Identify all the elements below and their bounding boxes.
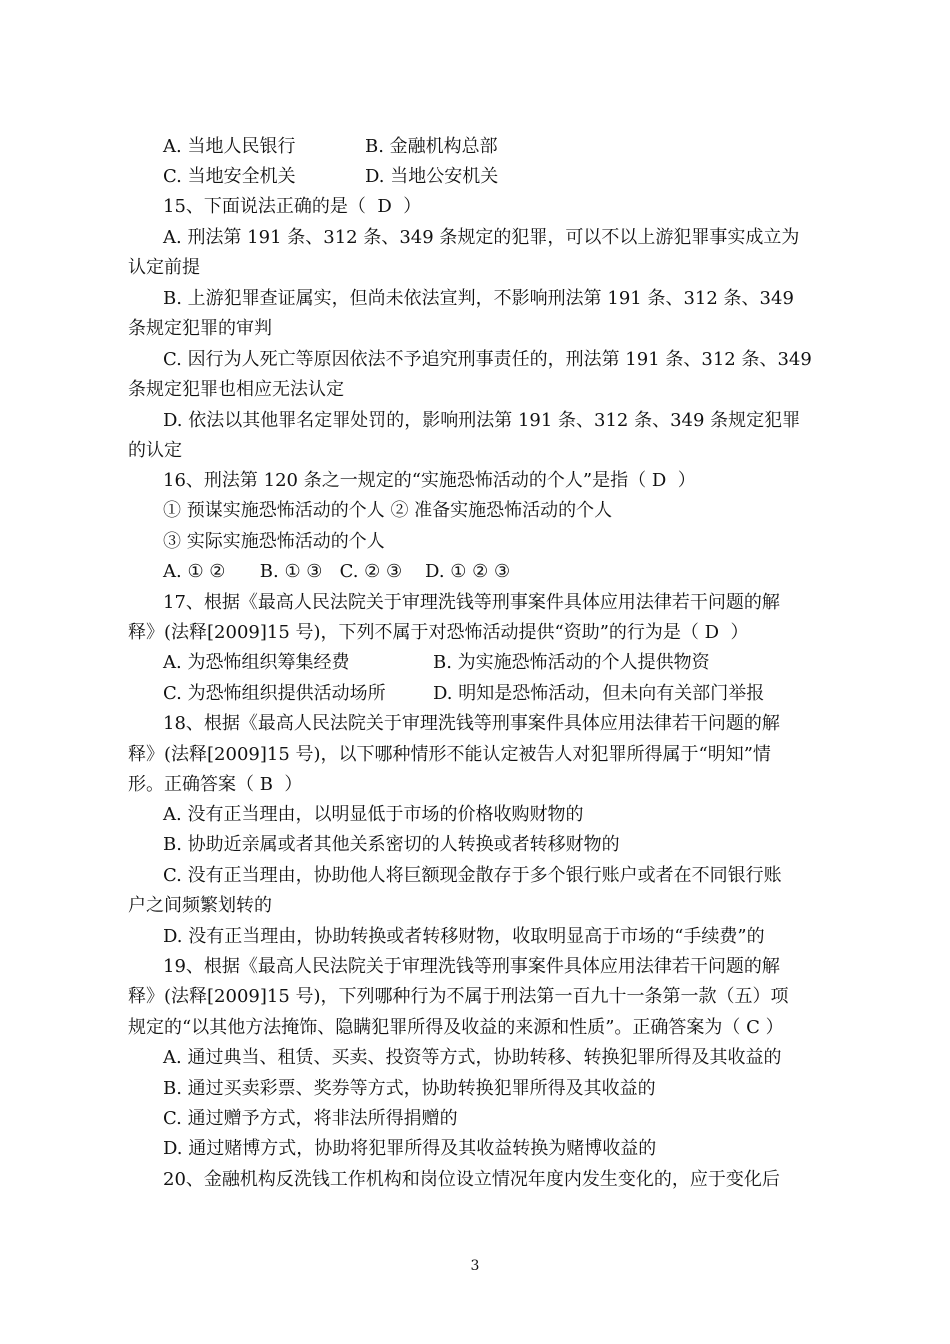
text-line: C. 没有正当理由，协助他人将巨额现金散存于多个银行账户或者在不同银行账 bbox=[163, 865, 782, 886]
text-line: 形。正确答案（ B ） bbox=[128, 774, 303, 795]
text-line: 户之间频繁划转的 bbox=[128, 895, 272, 916]
question-20: 20、金融机构反洗钱工作机构和岗位设立情况年度内发生变化的，应于变化后 bbox=[163, 1169, 780, 1190]
text-line: 释》(法释[2009]15 号)，下列不属于对恐怖活动提供“资助”的行为是（ D ） bbox=[128, 622, 749, 643]
text-line: 释》(法释[2009]15 号)，以下哪种情形不能认定被告人对犯罪所得属于“明知”情 bbox=[128, 744, 771, 765]
text-line: 认定前提 bbox=[128, 257, 200, 278]
text-line: 条规定犯罪的审判 bbox=[128, 318, 272, 339]
question-19: 19、根据《最高人民法院关于审理洗钱等刑事案件具体应用法律若干问题的解 bbox=[163, 956, 780, 977]
text-line: D. 没有正当理由，协助转换或者转移财物，收取明显高于市场的“手续费”的 bbox=[163, 926, 765, 947]
text-line: B. 上游犯罪查证属实，但尚未依法宣判，不影响刑法第 191 条、312 条、349 bbox=[163, 288, 794, 309]
question-15: 15、下面说法正确的是（ D ） bbox=[163, 196, 422, 217]
question-16: 16、刑法第 120 条之一规定的“实施恐怖活动的个人”是指（ D ） bbox=[163, 470, 696, 491]
option-line: B. 为实施恐怖活动的个人提供物资 bbox=[433, 652, 710, 673]
option-line: A. 为恐怖组织筹集经费 bbox=[163, 652, 350, 673]
text-line: C. 因行为人死亡等原因依法不予追究刑事责任的，刑法第 191 条、312 条、349 bbox=[163, 349, 812, 370]
option-line: C. 为恐怖组织提供活动场所 bbox=[163, 683, 386, 704]
text-line: 条规定犯罪也相应无法认定 bbox=[128, 379, 344, 400]
text-line: A. 没有正当理由，以明显低于市场的价格收购财物的 bbox=[163, 804, 584, 825]
text-line: D. 通过赌博方式，协助将犯罪所得及其收益转换为赌博收益的 bbox=[163, 1138, 657, 1159]
text-line: B. 通过买卖彩票、奖券等方式，协助转换犯罪所得及其收益的 bbox=[163, 1078, 656, 1099]
text-line: 的认定 bbox=[128, 440, 182, 461]
text-line: ① 预谋实施恐怖活动的个人 ② 准备实施恐怖活动的个人 bbox=[163, 500, 613, 521]
text-line: D. 依法以其他罪名定罪处罚的，影响刑法第 191 条、312 条、349 条规定犯罪 bbox=[163, 410, 801, 431]
text-line: C. 通过赠予方式，将非法所得捐赠的 bbox=[163, 1108, 458, 1129]
option-line: A. 当地人民银行 bbox=[163, 136, 296, 157]
text-line: ③ 实际实施恐怖活动的个人 bbox=[163, 531, 385, 552]
option-line: C. 当地安全机关 bbox=[163, 166, 296, 187]
text-line: A. 刑法第 191 条、312 条、349 条规定的犯罪，可以不以上游犯罪事实成立为 bbox=[163, 227, 800, 248]
option-line: B. 金融机构总部 bbox=[365, 136, 498, 157]
text-line: 释》(法释[2009]15 号)，下列哪种行为不属于刑法第一百九十一条第一款（五）项 bbox=[128, 986, 789, 1007]
option-line: D. 当地公安机关 bbox=[365, 166, 499, 187]
text-line: A. 通过典当、租赁、买卖、投资等方式，协助转移、转换犯罪所得及其收益的 bbox=[163, 1047, 782, 1068]
text-line: 规定的“以其他方法掩饰、隐瞒犯罪所得及收益的来源和性质”。正确答案为（ C ） bbox=[128, 1017, 784, 1038]
question-18: 18、根据《最高人民法院关于审理洗钱等刑事案件具体应用法律若干问题的解 bbox=[163, 713, 780, 734]
option-line: D. 明知是恐怖活动，但未向有关部门举报 bbox=[433, 683, 765, 704]
question-17: 17、根据《最高人民法院关于审理洗钱等刑事案件具体应用法律若干问题的解 bbox=[163, 592, 780, 613]
text-line: A. ① ② B. ① ③ C. ② ③ D. ① ② ③ bbox=[163, 561, 511, 582]
text-line: B. 协助近亲属或者其他关系密切的人转换或者转移财物的 bbox=[163, 834, 620, 855]
page-number: 3 bbox=[470, 1258, 480, 1274]
